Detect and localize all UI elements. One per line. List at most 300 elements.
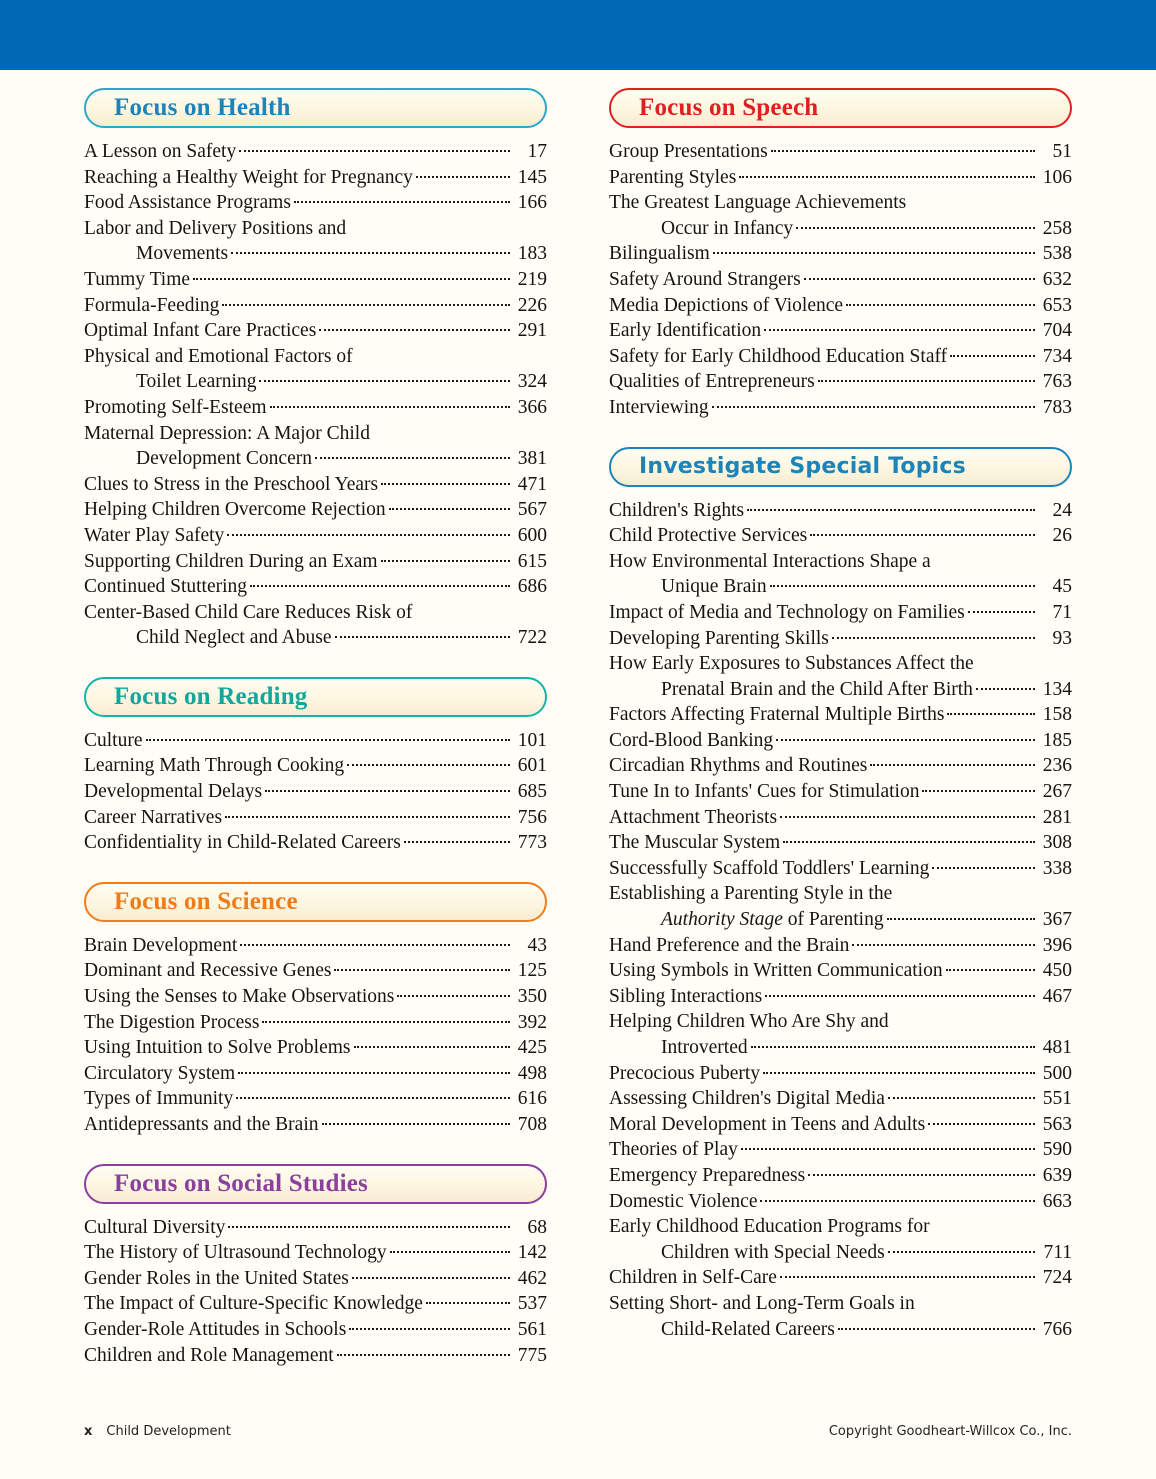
toc-entry-title: Culture	[84, 729, 143, 751]
toc-entry-page: 367	[1042, 909, 1072, 931]
toc-entry[interactable]	[609, 369, 1072, 395]
toc-entry-line	[609, 1112, 1072, 1138]
toc-entry-page: 590	[1042, 1139, 1072, 1161]
toc-entry[interactable]	[84, 1317, 547, 1343]
toc-entry-line	[609, 702, 1072, 728]
toc-entry-page: 71	[1052, 601, 1072, 623]
toc-entry-line	[84, 1010, 547, 1036]
toc-entry-page: 462	[517, 1267, 547, 1289]
toc-entry[interactable]	[609, 958, 1072, 984]
leader-dots	[804, 278, 1035, 280]
section-heading-label: Focus on Reading	[114, 682, 308, 710]
leader-dots	[227, 534, 510, 536]
leader-dots	[416, 176, 510, 178]
toc-entry-title: Confidentiality in Child-Related Careers	[84, 832, 401, 854]
leader-dots	[747, 509, 1035, 511]
toc-entry-title: Reaching a Healthy Weight for Pregnancy	[84, 166, 413, 188]
toc-section-focus-on-social-studies	[84, 1164, 547, 1369]
toc-entry-line	[609, 881, 1072, 907]
toc-entry-line	[84, 369, 547, 395]
toc-entry[interactable]	[84, 1240, 547, 1266]
toc-section-focus-on-health	[84, 88, 547, 651]
toc-entry[interactable]	[84, 1266, 547, 1292]
toc-entry-page: 158	[1042, 704, 1072, 726]
toc-entry[interactable]	[609, 1189, 1072, 1215]
toc-entry-line	[84, 728, 547, 754]
toc-entry-title: Physical and Emotional Factors of	[84, 345, 353, 367]
toc-entry-title: Circulatory System	[84, 1062, 236, 1084]
toc-entry-line	[84, 1317, 547, 1343]
leader-dots	[763, 1072, 1035, 1074]
toc-entry[interactable]	[609, 395, 1072, 421]
section-heading-focus-on-reading	[84, 677, 547, 717]
toc-entry-line	[609, 498, 1072, 524]
toc-entry[interactable]	[84, 1291, 547, 1317]
toc-entry-line	[609, 1291, 1072, 1317]
leader-dots	[771, 150, 1035, 152]
toc-entry-page: 134	[1042, 678, 1072, 700]
leader-dots	[349, 1328, 510, 1330]
leader-dots	[950, 355, 1035, 357]
toc-entry-page: 350	[517, 986, 547, 1008]
toc-entry-title: Brain Development	[84, 934, 238, 956]
toc-entry-page: 93	[1052, 627, 1072, 649]
leader-dots	[390, 1251, 510, 1253]
toc-entry[interactable]	[84, 472, 547, 498]
toc-entry-page: 24	[1052, 499, 1072, 521]
toc-entry-title: The Impact of Culture-Specific Knowledge	[84, 1293, 423, 1315]
toc-entry[interactable]	[609, 139, 1072, 165]
toc-entry-title: Precocious Puberty	[609, 1062, 761, 1084]
toc-entry[interactable]	[609, 1061, 1072, 1087]
leader-dots	[976, 688, 1035, 690]
toc-entry-line	[609, 1189, 1072, 1215]
toc-entry[interactable]	[84, 1010, 547, 1036]
toc-column-left	[84, 88, 547, 1394]
toc-entry-title: Emergency Preparedness	[609, 1164, 806, 1186]
toc-entry[interactable]	[609, 1137, 1072, 1163]
leader-dots	[888, 1251, 1035, 1253]
toc-entry[interactable]	[84, 497, 547, 523]
page-footer	[84, 1424, 1072, 1439]
toc-entry[interactable]	[84, 830, 547, 856]
toc-entry-line	[84, 805, 547, 831]
toc-entry-line	[84, 318, 547, 344]
leader-dots	[713, 252, 1035, 254]
toc-entry-page: 51	[1052, 141, 1072, 162]
leader-dots	[354, 1046, 510, 1048]
toc-entry-title: Using the Senses to Make Observations	[84, 986, 395, 1008]
toc-entry[interactable]	[84, 549, 547, 575]
toc-entry-line	[84, 523, 547, 549]
toc-entry-line	[609, 549, 1072, 575]
leader-dots	[319, 329, 510, 331]
toc-entry-page: 145	[517, 166, 547, 188]
toc-entry-line	[609, 574, 1072, 600]
leader-dots	[389, 508, 510, 510]
toc-entry-page: 773	[517, 832, 547, 854]
toc-entry-title: Gender Roles in the United States	[84, 1267, 349, 1289]
toc-entry-page: 185	[1042, 729, 1072, 751]
toc-entry-title: Formula-Feeding	[84, 294, 220, 316]
toc-entry[interactable]	[84, 139, 547, 165]
toc-body	[84, 88, 1072, 1394]
toc-entry-title: Learning Math Through Cooking	[84, 755, 345, 777]
toc-entry-line	[84, 293, 547, 319]
leader-dots	[240, 944, 510, 946]
toc-entry-line	[609, 395, 1072, 421]
toc-entry[interactable]	[84, 805, 547, 831]
toc-entry-page: 471	[517, 473, 547, 495]
toc-entry-title: Successfully Scaffold Toddlers' Learning	[609, 857, 930, 879]
toc-entry[interactable]	[609, 984, 1072, 1010]
toc-entry-line	[609, 216, 1072, 242]
toc-entry-page: 219	[517, 268, 547, 290]
toc-entry-page: 711	[1043, 1241, 1072, 1263]
toc-entry[interactable]	[84, 318, 547, 344]
toc-entry-page: 724	[1042, 1267, 1072, 1289]
toc-entry[interactable]	[84, 984, 547, 1010]
toc-entry-page: 291	[517, 320, 547, 342]
toc-entry-page: 258	[1042, 217, 1072, 239]
toc-entry[interactable]	[84, 779, 547, 805]
toc-entry-title: Development Concern	[136, 448, 312, 470]
leader-dots	[265, 790, 510, 792]
section-heading-focus-on-health	[84, 88, 547, 128]
toc-entry-title: A Lesson on Safety	[84, 141, 237, 162]
toc-entry-line	[609, 1163, 1072, 1189]
toc-entry[interactable]	[609, 523, 1072, 549]
leader-dots	[404, 841, 510, 843]
toc-entry-line	[609, 293, 1072, 319]
section-heading-label: Focus on Science	[114, 887, 298, 915]
toc-entry-line	[609, 677, 1072, 703]
leader-dots	[337, 1354, 510, 1356]
toc-entry-title: Helping Children Overcome Rejection	[84, 499, 386, 521]
footer-book-title: Child Development	[106, 1424, 231, 1439]
toc-entry-page: 43	[527, 934, 547, 956]
leader-dots	[870, 764, 1035, 766]
toc-entry-title: Tune In to Infants' Cues for Stimulation	[609, 781, 920, 803]
toc-entry-page: 281	[1042, 806, 1072, 828]
toc-entry[interactable]	[84, 1035, 547, 1061]
toc-entry-title: Using Intuition to Solve Problems	[84, 1037, 351, 1059]
toc-entry[interactable]	[84, 1343, 547, 1369]
leader-dots	[236, 1097, 510, 1099]
toc-entry[interactable]	[609, 241, 1072, 267]
toc-entry-page: 308	[1042, 832, 1072, 854]
section-heading-label: Focus on Speech	[639, 94, 819, 121]
toc-entry-title: Child Protective Services	[609, 525, 808, 547]
leader-dots	[947, 713, 1035, 715]
toc-entry[interactable]	[84, 190, 547, 216]
leader-dots	[887, 918, 1035, 920]
toc-entry-line	[609, 651, 1072, 677]
toc-entry-page: 17	[527, 141, 547, 162]
leader-dots	[228, 1226, 510, 1228]
toc-entry[interactable]	[84, 344, 547, 395]
toc-entry-line	[609, 1317, 1072, 1343]
toc-entry-title: Clues to Stress in the Preschool Years	[84, 473, 379, 495]
toc-entry-line	[84, 421, 547, 447]
toc-entry-page: 601	[517, 755, 547, 777]
toc-section-focus-on-science	[84, 882, 547, 1138]
toc-entry-page: 425	[517, 1037, 547, 1059]
toc-entry-title: Developing Parenting Skills	[609, 627, 829, 649]
toc-entry-title: Tummy Time	[84, 268, 191, 290]
toc-entry-line	[84, 779, 547, 805]
toc-entry-line	[609, 753, 1072, 779]
toc-entry-line	[84, 190, 547, 216]
toc-entry[interactable]	[84, 958, 547, 984]
leader-dots	[783, 841, 1035, 843]
toc-entry-page: 500	[1042, 1062, 1072, 1084]
leader-dots	[426, 1302, 510, 1304]
toc-entry[interactable]	[609, 1265, 1072, 1291]
toc-entry[interactable]	[84, 1061, 547, 1087]
leader-dots	[315, 457, 510, 459]
section-heading-focus-on-science	[84, 882, 547, 922]
toc-entry-title: Food Assistance Programs	[84, 192, 291, 214]
toc-entry-line	[84, 216, 547, 242]
toc-entry-line	[84, 753, 547, 779]
toc-entry-line	[84, 497, 547, 523]
leader-dots	[776, 739, 1035, 741]
toc-entry[interactable]	[609, 600, 1072, 626]
toc-entry-title: Circadian Rhythms and Routines	[609, 755, 868, 777]
toc-entry[interactable]	[609, 1291, 1072, 1342]
toc-entry-line	[84, 139, 547, 165]
toc-entry-title: How Environmental Interactions Shape a	[609, 550, 931, 572]
toc-entry[interactable]	[609, 753, 1072, 779]
toc-entry[interactable]	[84, 267, 547, 293]
toc-entry-page: 106	[1042, 166, 1072, 188]
toc-entry-title: Cord-Blood Banking	[609, 729, 774, 751]
toc-entry-page: 381	[517, 448, 547, 470]
toc-entry-title: How Early Exposures to Substances Affect the	[609, 653, 974, 675]
toc-entry-title: Bilingualism	[609, 243, 710, 265]
toc-entry-title: Children in Self-Care	[609, 1267, 777, 1289]
toc-entry-page: 722	[517, 627, 547, 649]
toc-entry[interactable]	[609, 293, 1072, 319]
leader-dots	[808, 1174, 1035, 1176]
toc-entry-page: 704	[1042, 320, 1072, 342]
toc-entry-page: 392	[517, 1011, 547, 1033]
toc-entry-title: Cultural Diversity	[84, 1216, 226, 1238]
toc-section-focus-on-speech	[609, 88, 1072, 421]
toc-entry[interactable]	[609, 830, 1072, 856]
toc-entry-line	[609, 1009, 1072, 1035]
toc-entry-title: Safety for Early Childhood Education Staff	[609, 345, 948, 367]
toc-entry-line	[609, 728, 1072, 754]
toc-entry-title: Impact of Media and Technology on Families	[609, 601, 965, 623]
toc-section-focus-on-reading	[84, 677, 547, 856]
toc-entry[interactable]	[609, 728, 1072, 754]
toc-entry-line	[609, 318, 1072, 344]
toc-entry-line	[84, 1215, 547, 1241]
toc-entry[interactable]	[84, 600, 547, 651]
toc-entry[interactable]	[609, 1214, 1072, 1265]
toc-entry[interactable]	[609, 626, 1072, 652]
toc-entry-page: 226	[517, 294, 547, 316]
toc-entry-title: Media Depictions of Violence	[609, 294, 844, 316]
toc-entry[interactable]	[84, 1086, 547, 1112]
toc-entry-title: Toilet Learning	[136, 371, 257, 393]
toc-entry[interactable]	[84, 574, 547, 600]
leader-dots	[294, 201, 510, 203]
toc-entry-line	[609, 165, 1072, 191]
toc-entry-page: 766	[1042, 1318, 1072, 1340]
toc-entry[interactable]	[84, 728, 547, 754]
leader-dots	[259, 380, 510, 382]
toc-entry[interactable]	[609, 651, 1072, 702]
toc-entry[interactable]	[609, 165, 1072, 191]
leader-dots	[381, 483, 510, 485]
toc-entry[interactable]	[84, 753, 547, 779]
leader-dots	[225, 816, 510, 818]
leader-dots	[741, 1148, 1035, 1150]
toc-entry[interactable]	[609, 1163, 1072, 1189]
toc-entry-title: Authority Stage of Parenting	[661, 909, 884, 931]
toc-entry-page: 338	[1042, 857, 1072, 879]
toc-entry-title: The Digestion Process	[84, 1011, 260, 1033]
toc-entry-page: 498	[517, 1062, 547, 1084]
toc-entry[interactable]	[609, 805, 1072, 831]
toc-entry-page: 68	[527, 1216, 547, 1238]
leader-dots	[770, 585, 1035, 587]
toc-entry-line	[84, 267, 547, 293]
leader-dots	[764, 329, 1035, 331]
leader-dots	[352, 1277, 510, 1279]
leader-dots	[146, 739, 511, 741]
toc-entry-line	[609, 241, 1072, 267]
toc-entry-line	[84, 241, 547, 267]
toc-entry-title: Qualities of Entrepreneurs	[609, 371, 815, 393]
toc-entry-line	[609, 933, 1072, 959]
toc-section-investigate-special-topics	[609, 447, 1072, 1343]
toc-entry-line	[84, 1343, 547, 1369]
toc-entry-title: Movements	[136, 243, 229, 265]
toc-entry[interactable]	[84, 165, 547, 191]
toc-entry[interactable]	[609, 318, 1072, 344]
toc-entry-page: 783	[1042, 396, 1072, 418]
toc-entry-page: 166	[517, 192, 547, 214]
toc-entry-line	[84, 1035, 547, 1061]
leader-dots	[712, 406, 1035, 408]
toc-entry-title: Introverted	[661, 1037, 748, 1058]
toc-entry[interactable]	[609, 1086, 1072, 1112]
toc-entry[interactable]	[84, 293, 547, 319]
toc-entry[interactable]	[84, 523, 547, 549]
toc-entry-title: Dominant and Recessive Genes	[84, 960, 332, 982]
leader-dots	[334, 969, 510, 971]
toc-entry-title: Safety Around Strangers	[609, 268, 801, 290]
toc-entry[interactable]	[609, 1009, 1072, 1060]
toc-entry-page: 183	[517, 243, 547, 265]
toc-entry-title: Factors Affecting Fraternal Multiple Births	[609, 704, 945, 726]
toc-entry-page: 639	[1042, 1164, 1072, 1186]
toc-entry-title: Antidepressants and the Brain	[84, 1114, 319, 1135]
toc-entry-title: Child-Related Careers	[661, 1318, 835, 1340]
leader-dots	[347, 764, 510, 766]
toc-entry-line	[84, 395, 547, 421]
toc-entry-title: Early Childhood Education Programs for	[609, 1216, 930, 1238]
toc-entry[interactable]	[84, 1215, 547, 1241]
toc-entry-line	[84, 344, 547, 370]
toc-entry[interactable]	[84, 421, 547, 472]
toc-entry-line	[84, 472, 547, 498]
toc-entry-title: Sibling Interactions	[609, 985, 763, 1007]
toc-entry[interactable]	[609, 344, 1072, 370]
toc-entry[interactable]	[609, 190, 1072, 241]
toc-entry-page: 467	[1042, 985, 1072, 1007]
leader-dots	[238, 1072, 510, 1074]
toc-entry-title: Attachment Theorists	[609, 806, 778, 828]
toc-entry[interactable]	[609, 933, 1072, 959]
toc-entry-title: Water Play Safety	[84, 524, 225, 546]
toc-entry-line	[609, 600, 1072, 626]
toc-entry-page: 551	[1042, 1088, 1072, 1110]
toc-entry[interactable]	[609, 779, 1072, 805]
toc-entry-line	[609, 523, 1072, 549]
leader-dots	[852, 944, 1035, 946]
toc-entry-line	[609, 139, 1072, 165]
toc-entry-page: 236	[1042, 755, 1072, 777]
toc-entry-page: 538	[1042, 243, 1072, 265]
toc-entry-title: Child Neglect and Abuse	[136, 627, 332, 649]
toc-entry[interactable]	[609, 702, 1072, 728]
toc-entry-title: Interviewing	[609, 396, 709, 418]
toc-entry-title: Maternal Depression: A Major Child	[84, 422, 370, 444]
toc-entry-title: Helping Children Who Are Shy and	[609, 1011, 889, 1033]
toc-entry-page: 450	[1042, 960, 1072, 982]
toc-entry-line	[609, 805, 1072, 831]
toc-entry-line	[609, 984, 1072, 1010]
toc-entry-line	[609, 1214, 1072, 1240]
toc-entry[interactable]	[84, 933, 547, 959]
toc-entry-title: Using Symbols in Written Communication	[609, 960, 943, 982]
toc-entry-page: 615	[517, 550, 547, 572]
toc-entry[interactable]	[609, 1112, 1072, 1138]
toc-column-right	[609, 88, 1072, 1394]
toc-entry-line	[609, 779, 1072, 805]
toc-entry[interactable]	[609, 267, 1072, 293]
footer-page-number: x	[84, 1424, 93, 1439]
toc-entry[interactable]	[609, 856, 1072, 882]
toc-entry-title: Assessing Children's Digital Media	[609, 1088, 885, 1110]
leader-dots	[335, 636, 510, 638]
toc-entry-title: Setting Short- and Long-Term Goals in	[609, 1292, 915, 1314]
toc-entry-page: 756	[517, 806, 547, 828]
toc-entry-page: 101	[517, 729, 547, 751]
toc-entry-page: 567	[517, 499, 547, 521]
toc-entry-line	[609, 344, 1072, 370]
toc-entry-title: Promoting Self-Esteem	[84, 396, 267, 418]
toc-entry[interactable]	[84, 216, 547, 267]
toc-entry[interactable]	[84, 395, 547, 421]
leader-dots	[193, 278, 510, 280]
toc-entry-line	[84, 1266, 547, 1292]
toc-entry-page: 708	[517, 1114, 547, 1135]
toc-entry-title: Theories of Play	[609, 1139, 738, 1161]
section-heading-investigate-special-topics	[609, 447, 1072, 487]
toc-entry-line	[609, 626, 1072, 652]
toc-entry[interactable]	[609, 549, 1072, 600]
toc-entry[interactable]	[84, 1112, 547, 1138]
leader-dots	[928, 1123, 1035, 1125]
toc-entry[interactable]	[609, 498, 1072, 524]
toc-entry[interactable]	[609, 881, 1072, 932]
